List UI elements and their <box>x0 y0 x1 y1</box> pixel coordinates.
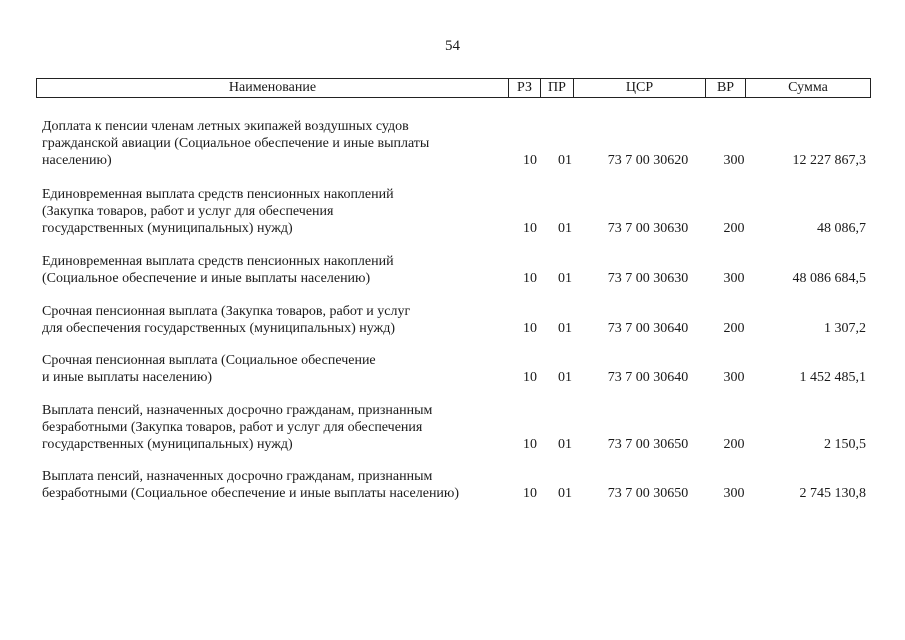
table-row <box>42 402 872 453</box>
row-rz: 10 <box>523 153 537 168</box>
column-header-pr: ПР <box>541 79 574 97</box>
row-rz: 10 <box>523 486 537 501</box>
row-rz: 10 <box>523 221 537 236</box>
row-name: Выплата пенсий, назначенных досрочно гражданам, признанным безработными (Закупка товаров, работ и услуг для обеспечения государственных (муниципальных) нужд) <box>42 403 433 452</box>
row-csr: 73 7 00 30640 <box>607 370 689 385</box>
row-csr: 73 7 00 30650 <box>607 486 689 501</box>
row-pr: 01 <box>558 271 572 286</box>
column-header-vr: ВР <box>706 79 746 97</box>
row-sum: 1 307,2 <box>824 321 866 336</box>
row-vr: 200 <box>723 221 745 236</box>
row-pr: 01 <box>558 370 572 385</box>
row-name: Доплата к пенсии членам летных экипажей воздушных судов гражданской авиации (Социальное обеспечение и иные выплаты населению) <box>42 119 430 168</box>
row-vr: 300 <box>723 486 745 501</box>
row-pr: 01 <box>558 321 572 336</box>
table-row <box>42 118 872 169</box>
row-vr: 200 <box>723 321 745 336</box>
table-row <box>42 186 872 237</box>
column-header-rz: РЗ <box>509 79 541 97</box>
row-pr: 01 <box>558 221 572 236</box>
row-pr: 01 <box>558 437 572 452</box>
row-csr: 73 7 00 30630 <box>607 271 689 286</box>
row-sum: 2 150,5 <box>824 437 866 452</box>
column-header-csr: ЦСР <box>574 79 706 97</box>
table-row <box>42 468 872 502</box>
row-vr: 200 <box>723 437 745 452</box>
row-csr: 73 7 00 30630 <box>607 221 689 236</box>
table-row <box>42 352 872 386</box>
table-header <box>36 78 871 98</box>
column-header-sum: Сумма <box>788 80 828 95</box>
row-pr: 01 <box>558 153 572 168</box>
row-rz: 10 <box>523 271 537 286</box>
row-vr: 300 <box>723 271 745 286</box>
row-sum: 2 745 130,8 <box>799 486 866 501</box>
column-header-name: Наименование <box>37 79 509 97</box>
row-sum: 12 227 867,3 <box>792 153 866 168</box>
page-number: 54 <box>445 38 460 54</box>
row-sum: 48 086 684,5 <box>792 271 866 286</box>
row-sum: 1 452 485,1 <box>799 370 866 385</box>
row-name: Срочная пенсионная выплата (Закупка товаров, работ и услуг для обеспечения государственных (муниципальных) нужд) <box>42 304 411 336</box>
row-csr: 73 7 00 30640 <box>607 321 689 336</box>
row-rz: 10 <box>523 321 537 336</box>
table-row <box>42 253 872 287</box>
row-vr: 300 <box>723 370 745 385</box>
row-sum: 48 086,7 <box>817 221 866 236</box>
row-rz: 10 <box>523 370 537 385</box>
row-pr: 01 <box>558 486 572 501</box>
row-rz: 10 <box>523 437 537 452</box>
table-row <box>42 303 872 337</box>
row-name: Единовременная выплата средств пенсионных накоплений (Закупка товаров, работ и услуг для обеспечения государственных (муниципальных) нужд) <box>42 187 394 236</box>
row-csr: 73 7 00 30620 <box>607 153 689 168</box>
row-vr: 300 <box>723 153 745 168</box>
row-name: Срочная пенсионная выплата (Социальное обеспечение и иные выплаты населению) <box>42 353 376 385</box>
row-name: Единовременная выплата средств пенсионных накоплений (Социальное обеспечение и иные выплаты населению) <box>42 254 394 286</box>
row-name: Выплата пенсий, назначенных досрочно гражданам, признанным безработными (Социальное обеспечение и иные выплаты населению) <box>42 469 460 501</box>
row-csr: 73 7 00 30650 <box>607 437 689 452</box>
